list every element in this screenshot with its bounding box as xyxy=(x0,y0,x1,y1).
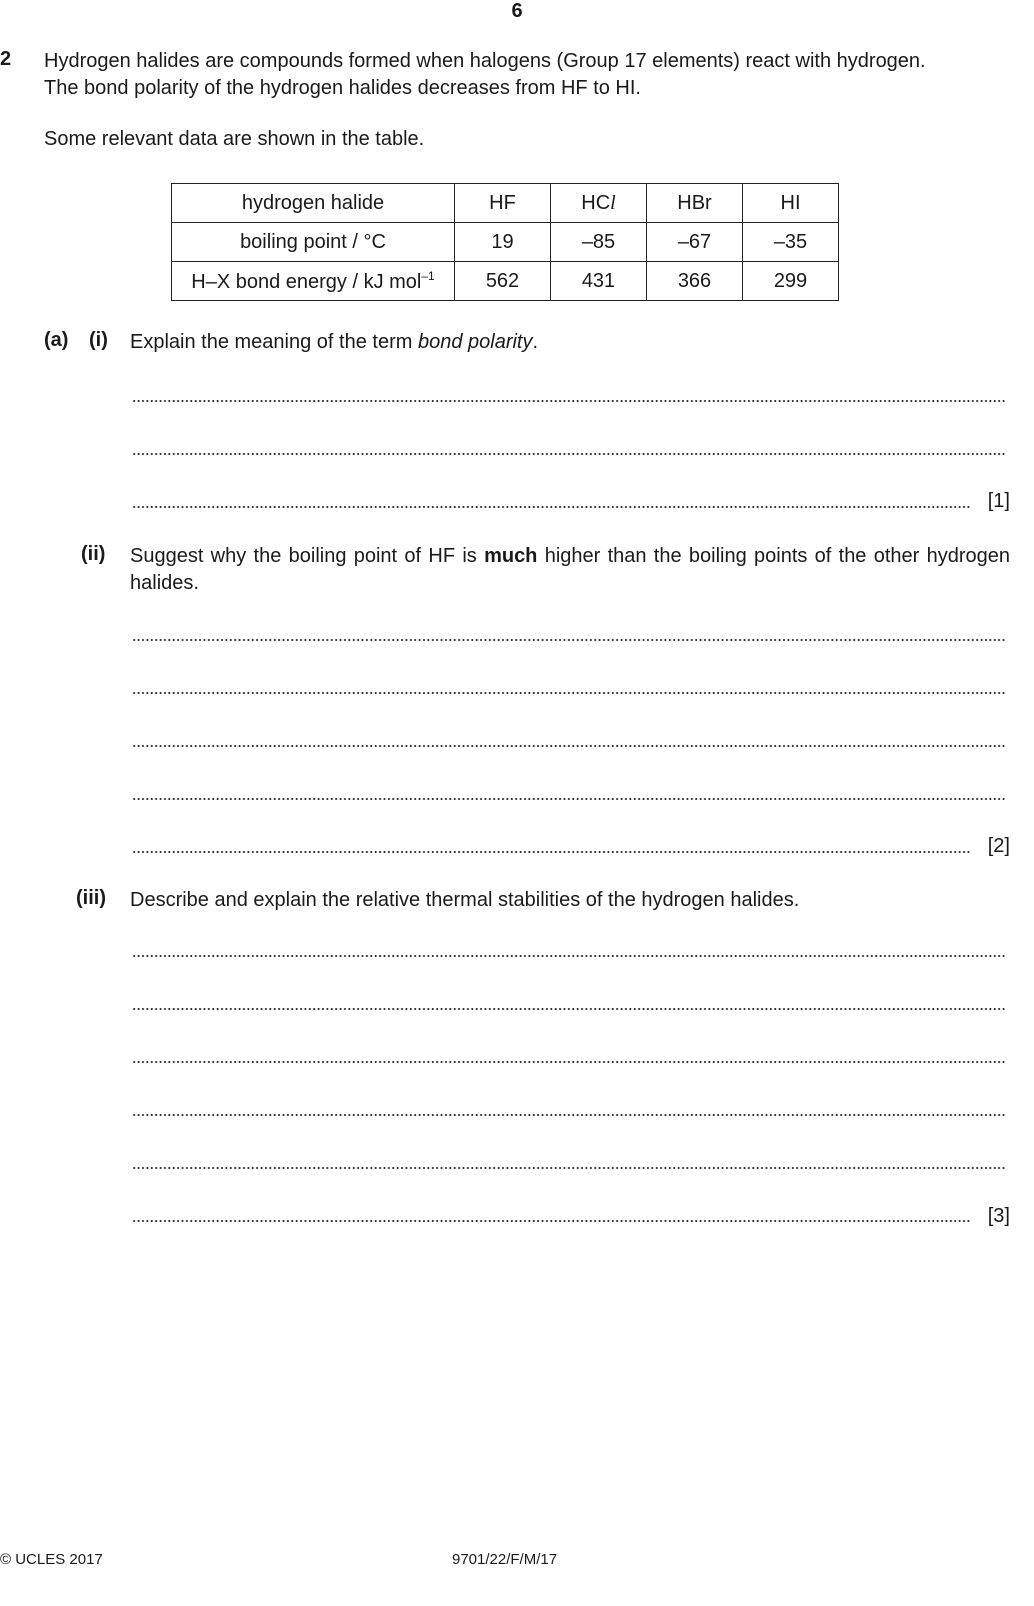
header-label: hydrogen halide xyxy=(172,184,455,223)
table-cell: 19 xyxy=(455,223,551,262)
table-cell: 299 xyxy=(743,262,839,301)
part-iii-question: Describe and explain the relative thermal stabilities of the hydrogen halides. xyxy=(130,889,800,911)
answer-line[interactable] xyxy=(132,791,1006,805)
marks-label: [3] xyxy=(987,1205,1010,1227)
table-header-row xyxy=(172,184,839,223)
question-number: 2 xyxy=(0,48,12,70)
question-intro xyxy=(44,48,1019,102)
answer-line[interactable] xyxy=(132,948,1006,962)
table-cell: –85 xyxy=(551,223,647,262)
part-ii-question: Suggest why the boiling point of HF is much higher than the boiling points of the other hydrogen halides. xyxy=(130,545,1010,594)
answer-line[interactable] xyxy=(132,499,970,513)
answer-line[interactable] xyxy=(132,738,1006,752)
table-cell: –35 xyxy=(743,223,839,262)
table-cell: 366 xyxy=(647,262,743,301)
part-i-question: Explain the meaning of the term bond polarity. xyxy=(130,331,539,353)
row-label-bond-energy: H–X bond energy / kJ mol$^{-1}$ xyxy=(172,262,455,301)
answer-line[interactable] xyxy=(132,393,1006,407)
header-hbr: HBr xyxy=(647,184,743,223)
answer-line[interactable] xyxy=(132,1213,970,1227)
intro-line-2: The bond polarity of the hydrogen halides decreases from HF to HI. xyxy=(44,77,641,99)
table-cell: –67 xyxy=(647,223,743,262)
answer-line[interactable] xyxy=(132,446,1006,460)
part-ii-label: (ii) xyxy=(81,543,106,565)
header-hi: HI xyxy=(743,184,839,223)
table-intro: Some relevant data are shown in the table. xyxy=(44,128,425,150)
table-row-boiling-point xyxy=(172,223,839,262)
page-number: 6 xyxy=(511,0,523,22)
marks-label: [2] xyxy=(987,835,1010,857)
part-i-label: (i) xyxy=(89,329,108,351)
row-label-boiling-point: boiling point / °C xyxy=(172,223,455,262)
answer-line[interactable] xyxy=(132,632,1006,646)
answer-line[interactable] xyxy=(132,1054,1006,1068)
part-iii-label: (iii) xyxy=(76,887,106,909)
answer-line[interactable] xyxy=(132,844,970,858)
footer-copyright: © UCLES 2017 xyxy=(0,1551,103,1568)
table-row-bond-energy xyxy=(172,262,839,301)
table-cell: 562 xyxy=(455,262,551,301)
marks-label: [1] xyxy=(987,490,1010,512)
answer-line[interactable] xyxy=(132,685,1006,699)
header-hcl: HCl xyxy=(551,184,647,223)
hydrogen-halide-data-table xyxy=(171,183,839,301)
intro-line-1: Hydrogen halides are compounds formed when halogens (Group 17 elements) react with hydrogen. xyxy=(44,50,926,72)
answer-line[interactable] xyxy=(132,1160,1006,1174)
footer-paper-code: 9701/22/F/M/17 xyxy=(452,1551,558,1568)
answer-line[interactable] xyxy=(132,1107,1006,1121)
part-a-label: (a) xyxy=(44,329,69,351)
table-cell: 431 xyxy=(551,262,647,301)
header-hf: HF xyxy=(455,184,551,223)
answer-line[interactable] xyxy=(132,1001,1006,1015)
